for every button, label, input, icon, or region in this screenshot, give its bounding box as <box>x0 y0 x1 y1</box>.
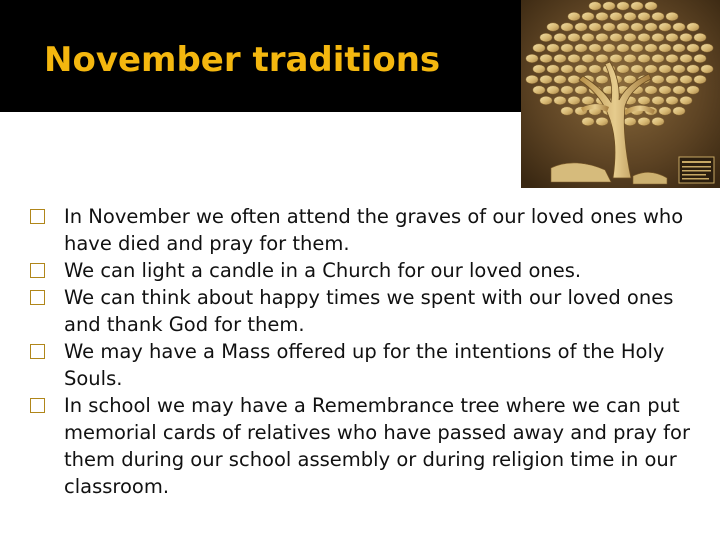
leaf-plaque-shape <box>631 23 643 31</box>
bullet-text: In November we often attend the graves of our loved ones who have died and pray for them. <box>64 205 684 255</box>
leaf-plaque-shape <box>533 86 545 94</box>
leaf-plaque-shape <box>652 12 664 20</box>
bullet-list <box>26 203 706 500</box>
leaf-plaque-shape <box>596 75 608 83</box>
bullet-box-icon <box>30 344 45 359</box>
leaf-plaque-shape <box>701 44 713 52</box>
remembrance-tree-photo <box>521 0 720 188</box>
leaf-plaque-shape <box>582 117 594 125</box>
leaf-plaque-shape <box>687 23 699 31</box>
leaf-plaque-shape <box>575 86 587 94</box>
bullet-box-icon <box>30 209 45 224</box>
leaf-plaque-shape <box>554 96 566 104</box>
list-item <box>26 392 706 500</box>
leaf-plaque-shape <box>673 86 685 94</box>
leaf-plaque-shape <box>701 65 713 73</box>
list-item <box>26 338 706 392</box>
bullet-box-icon <box>30 398 45 413</box>
leaf-plaque-shape <box>624 12 636 20</box>
leaf-plaque-shape <box>540 54 552 62</box>
leaf-plaque-shape <box>631 2 643 10</box>
leaf-plaque-shape <box>659 107 671 115</box>
leaf-plaque-shape <box>687 86 699 94</box>
leaf-plaque-shape <box>645 44 657 52</box>
leaf-plaque-shape <box>568 33 580 41</box>
leaf-plaque-shape <box>638 117 650 125</box>
leaf-plaque-shape <box>568 54 580 62</box>
leaf-plaque-shape <box>582 54 594 62</box>
leaf-plaque-shape <box>687 44 699 52</box>
leaf-plaque-shape <box>659 65 671 73</box>
leaf-plaque-shape <box>554 33 566 41</box>
list-item <box>26 284 706 338</box>
leaf-plaque-shape <box>638 96 650 104</box>
leaf-plaque-shape <box>631 65 643 73</box>
leaf-plaque-shape <box>652 33 664 41</box>
leaf-plaque-shape <box>540 96 552 104</box>
leaf-plaque-shape <box>533 44 545 52</box>
leaf-plaque-shape <box>666 12 678 20</box>
leaf-plaque-shape <box>673 23 685 31</box>
leaf-plaque-shape <box>638 12 650 20</box>
leaf-plaque-shape <box>603 2 615 10</box>
leaf-plaque-shape <box>673 65 685 73</box>
bullet-box-icon <box>30 263 45 278</box>
leaf-plaque-shape <box>547 86 559 94</box>
leaf-plaque-shape <box>624 33 636 41</box>
leaf-plaque-shape <box>638 33 650 41</box>
leaf-plaque-shape <box>624 54 636 62</box>
leaf-plaque-shape <box>645 65 657 73</box>
leaf-plaque-shape <box>589 23 601 31</box>
leaf-plaque-shape <box>561 107 573 115</box>
leaf-plaque-shape <box>631 44 643 52</box>
leaf-plaque-shape <box>680 96 692 104</box>
leaf-plaque-shape <box>610 12 622 20</box>
leaf-plaque-shape <box>547 44 559 52</box>
leaf-plaque-shape <box>652 54 664 62</box>
leaf-plaque-shape <box>645 23 657 31</box>
bullet-text: We can think about happy times we spent with our loved ones and thank God for them. <box>64 286 674 336</box>
leaf-plaque-shape <box>617 44 629 52</box>
leaf-plaque-shape <box>547 65 559 73</box>
leaf-plaque-shape <box>666 96 678 104</box>
leaf-plaque-shape <box>694 75 706 83</box>
leaf-plaque-shape <box>603 44 615 52</box>
leaf-plaque-shape <box>694 33 706 41</box>
leaf-plaque-shape <box>673 44 685 52</box>
leaf-plaque-shape <box>589 44 601 52</box>
list-item <box>26 203 706 257</box>
slide-title: November traditions <box>44 40 441 80</box>
leaf-plaque-shape <box>596 33 608 41</box>
leaf-plaque-shape <box>652 96 664 104</box>
leaf-plaque-shape <box>568 96 580 104</box>
leaf-plaque-shape <box>554 54 566 62</box>
leaf-plaque-shape <box>645 86 657 94</box>
leaf-plaque-shape <box>610 33 622 41</box>
leaf-plaque-shape <box>575 44 587 52</box>
leaf-plaque-shape <box>694 54 706 62</box>
leaf-plaque-shape <box>617 65 629 73</box>
leaf-plaque-shape <box>568 12 580 20</box>
leaf-plaque-shape <box>596 117 608 125</box>
leaf-plaque-shape <box>561 65 573 73</box>
leaf-plaque-shape <box>582 33 594 41</box>
leaf-plaque-shape <box>561 44 573 52</box>
leaf-plaque-shape <box>666 54 678 62</box>
bullet-text: In school we may have a Remembrance tree where we can put memorial cards of relatives who have passed away and pray for them during our school assembly or during religion time in our classroom. <box>64 394 690 498</box>
leaf-plaque-shape <box>659 86 671 94</box>
leaf-plaque-shape <box>568 75 580 83</box>
leaf-plaque-shape <box>652 117 664 125</box>
leaf-plaque-shape <box>638 54 650 62</box>
leaf-plaque-shape <box>526 54 538 62</box>
leaf-plaque-shape <box>575 65 587 73</box>
bullet-text: We may have a Mass offered up for the intentions of the Holy Souls. <box>64 340 665 390</box>
leaf-plaque-shape <box>540 75 552 83</box>
leaf-plaque-shape <box>680 33 692 41</box>
leaf-plaque-shape <box>666 33 678 41</box>
leaf-plaque-shape <box>589 65 601 73</box>
leaf-plaque-shape <box>540 33 552 41</box>
leaf-plaque-shape <box>582 12 594 20</box>
leaf-plaque-shape <box>617 2 629 10</box>
leaf-plaque-shape <box>680 75 692 83</box>
leaf-plaque-shape <box>554 75 566 83</box>
leaf-plaque-shape <box>659 23 671 31</box>
leaf-plaque-shape <box>624 117 636 125</box>
leaf-plaque-shape <box>547 23 559 31</box>
leaf-plaque-shape <box>575 23 587 31</box>
leaf-plaque-shape <box>645 2 657 10</box>
leaf-plaque-shape <box>687 65 699 73</box>
leaf-plaque-shape <box>680 54 692 62</box>
leaf-plaque-shape <box>666 75 678 83</box>
leaf-plaque-shape <box>582 96 594 104</box>
leaf-plaque-shape <box>652 75 664 83</box>
leaf-plaque-shape <box>561 23 573 31</box>
leaf-plaque-shape <box>603 23 615 31</box>
leaf-plaque-shape <box>610 54 622 62</box>
bullet-box-icon <box>30 290 45 305</box>
leaf-plaque-shape <box>617 23 629 31</box>
bullet-text: We can light a candle in a Church for our loved ones. <box>64 259 582 282</box>
leaf-plaque-shape <box>561 86 573 94</box>
leaf-plaque-shape <box>596 12 608 20</box>
leaf-plaque-shape <box>659 44 671 52</box>
list-item <box>26 257 706 284</box>
leaf-plaque-shape <box>526 75 538 83</box>
leaf-plaque-shape <box>589 2 601 10</box>
leaf-plaque-shape <box>533 65 545 73</box>
leaf-plaque-shape <box>596 54 608 62</box>
leaf-plaque-shape <box>673 107 685 115</box>
